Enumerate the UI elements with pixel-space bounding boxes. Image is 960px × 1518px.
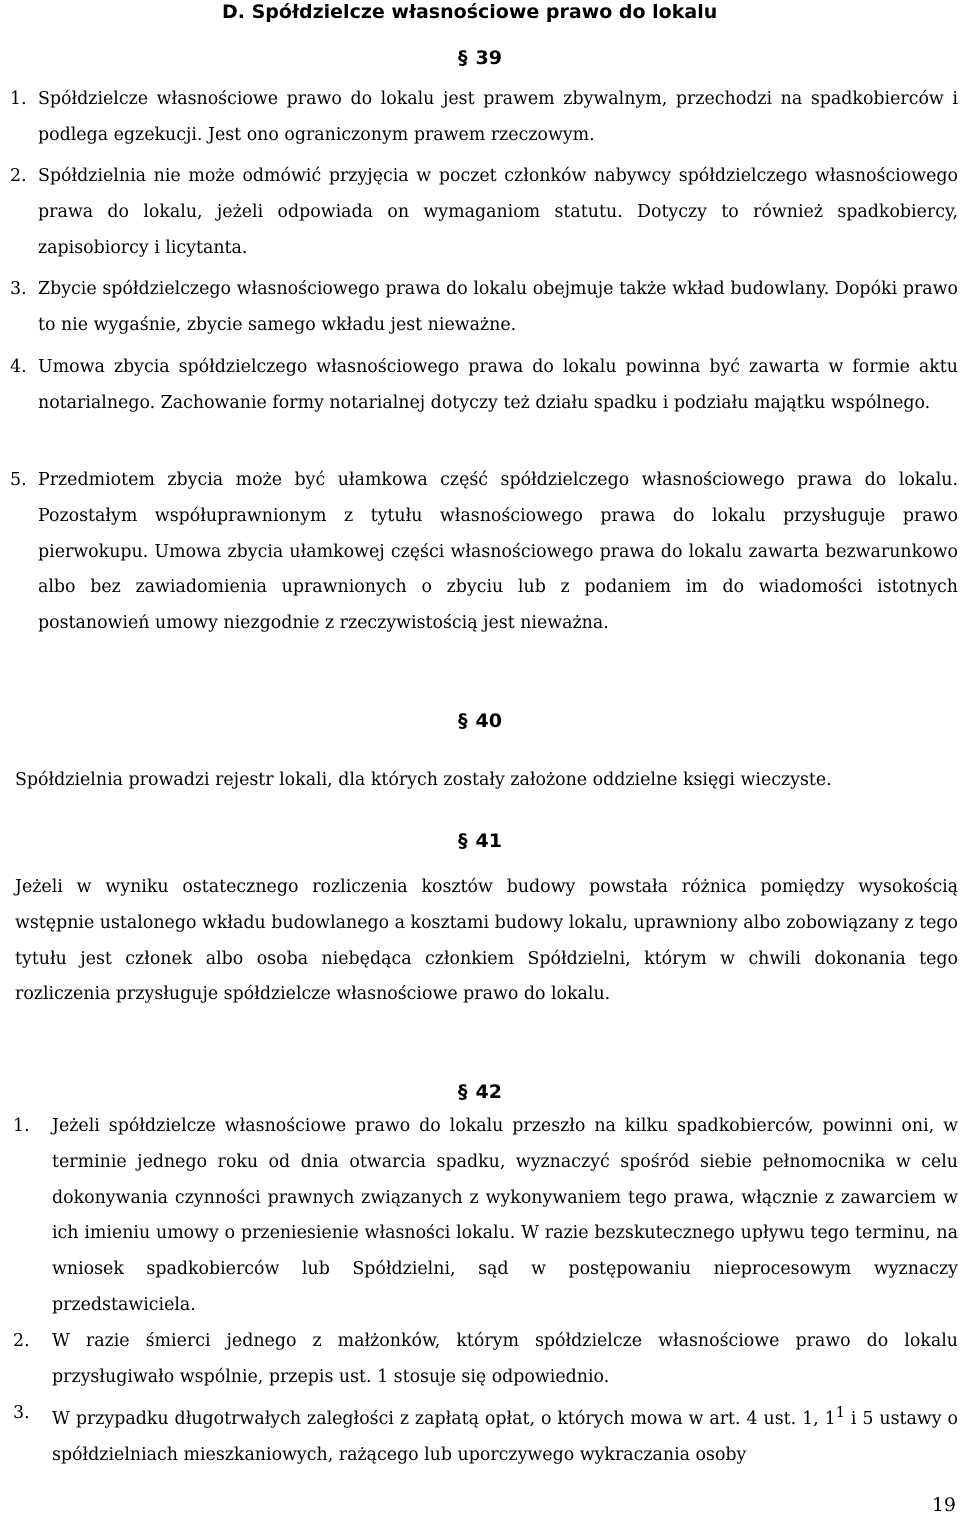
list-item bbox=[0, 159, 958, 266]
page-number: 19 bbox=[931, 1494, 956, 1516]
item-number: 3. bbox=[10, 279, 27, 299]
item-text: W razie śmierci jednego z małżonków, którym spółdzielcze własnościowe prawo do lokalu przysługiwało wspólnie, przepis ust. 1 stosuje się odpowiednio. bbox=[52, 1331, 958, 1387]
item-number: 1. bbox=[13, 1116, 30, 1136]
superscript: 1 bbox=[835, 1405, 845, 1421]
item-text bbox=[52, 1396, 958, 1473]
list-item bbox=[0, 463, 958, 642]
section-41-text: Jeżeli w wyniku ostatecznego rozliczenia kosztów budowy powstała różnica pomiędzy wysokością wstępnie ustalonego wkładu budowlanego a kosztami budowy lokalu, uprawniony albo zobowiązany z tego tytułu jest członek albo osoba niebędąca członkiem Spółdzielni, którym w chwili dokonania tego rozliczenia przysługuje spółdzielcze własnościowe prawo do lokalu. bbox=[15, 877, 958, 1005]
section-number: 42 bbox=[475, 1081, 502, 1103]
section-number: 40 bbox=[475, 710, 502, 732]
section-42-heading bbox=[0, 1080, 960, 1104]
paragraph-sign-icon: § bbox=[458, 1081, 468, 1103]
item-number: 3. bbox=[13, 1403, 30, 1423]
section-41-heading bbox=[0, 829, 960, 853]
item-text: Zbycie spółdzielczego własnościowego prawa do lokalu obejmuje także wkład budowlany. Dopóki prawo to nie wygaśnie, zbycie samego wkładu jest nieważne. bbox=[38, 279, 958, 335]
section-number: 39 bbox=[475, 47, 502, 69]
item-number: 2. bbox=[10, 166, 27, 186]
section-number: 41 bbox=[475, 830, 502, 852]
list-item bbox=[0, 82, 958, 154]
item-text: Spółdzielnia nie może odmówić przyjęcia w poczet członków nabywcy spółdzielczego własnościowego prawa do lokalu, jeżeli odpowiada on wymaganiom statutu. Dotyczy to również spadkobiercy, zapisobiorcy i licytanta. bbox=[38, 166, 958, 258]
paragraph-sign-icon: § bbox=[458, 830, 468, 852]
chapter-heading: D. Spółdzielcze własnościowe prawo do lokalu bbox=[222, 1, 718, 23]
section-40-text: Spółdzielnia prowadzi rejestr lokali, dla których zostały założone oddzielne księgi wieczyste. bbox=[15, 770, 832, 790]
list-item bbox=[0, 272, 958, 344]
item-number: 4. bbox=[10, 357, 27, 377]
item-number: 1. bbox=[10, 89, 27, 109]
section-40-heading bbox=[0, 709, 960, 733]
item-text: Umowa zbycia spółdzielczego własnościowego prawa do lokalu powinna być zawarta w formie aktu notarialnego. Zachowanie formy notarialnej dotyczy też działu spadku i podziału majątku wspólnego. bbox=[38, 357, 958, 413]
list-item bbox=[0, 1324, 958, 1396]
paragraph-sign-icon: § bbox=[458, 47, 468, 69]
item-text-end: i 5 ustawy o spółdzielniach mieszkaniowych, rażącego lub uporczywego wykraczania osoby bbox=[52, 1408, 958, 1465]
item-number: 5. bbox=[10, 470, 27, 490]
item-text-start: W przypadku długotrwałych zaległości z zapłatą opłat, o których mowa w art. 4 ust. 1, 1 bbox=[52, 1408, 836, 1429]
list-item bbox=[0, 1396, 958, 1473]
item-number: 2. bbox=[13, 1331, 30, 1351]
item-text: Przedmiotem zbycia może być ułamkowa część spółdzielczego własnościowego prawa do lokalu. Pozostałym współuprawnionym z tytułu własnościowego prawa do lokalu przysługuje prawo pierwokupu. Umowa zbycia ułamkowej części własnościowego prawa do lokalu zawarta bezwarunkowo albo bez zawiadomienia uprawnionych o zbyciu lub z podaniem im do wiadomości istotnych postanowień umowy niezgodnie z rzeczywistością jest nieważna. bbox=[38, 470, 958, 634]
paragraph-sign-icon: § bbox=[458, 710, 468, 732]
section-39-heading bbox=[0, 46, 960, 70]
list-item bbox=[0, 350, 958, 422]
list-item bbox=[0, 1109, 958, 1324]
item-text: Jeżeli spółdzielcze własnościowe prawo do lokalu przeszło na kilku spadkobierców, powinni oni, w terminie jednego roku od dnia otwarcia spadku, wyznaczyć spośród siebie pełnomocnika w celu dokonywania czynności prawnych związanych z wykonywaniem tego prawa, włącznie z zawarciem w ich imieniu umowy o przeniesienie własności lokalu. W razie bezskutecznego upływu tego terminu, na wniosek spadkobierców lub Spółdzielni, sąd w postępowaniu nieprocesowym wyznaczy przedstawiciela. bbox=[52, 1116, 958, 1315]
item-text: Spółdzielcze własnościowe prawo do lokalu jest prawem zbywalnym, przechodzi na spadkobierców i podlega egzekucji. Jest ono ograniczonym prawem rzeczowym. bbox=[38, 89, 958, 145]
